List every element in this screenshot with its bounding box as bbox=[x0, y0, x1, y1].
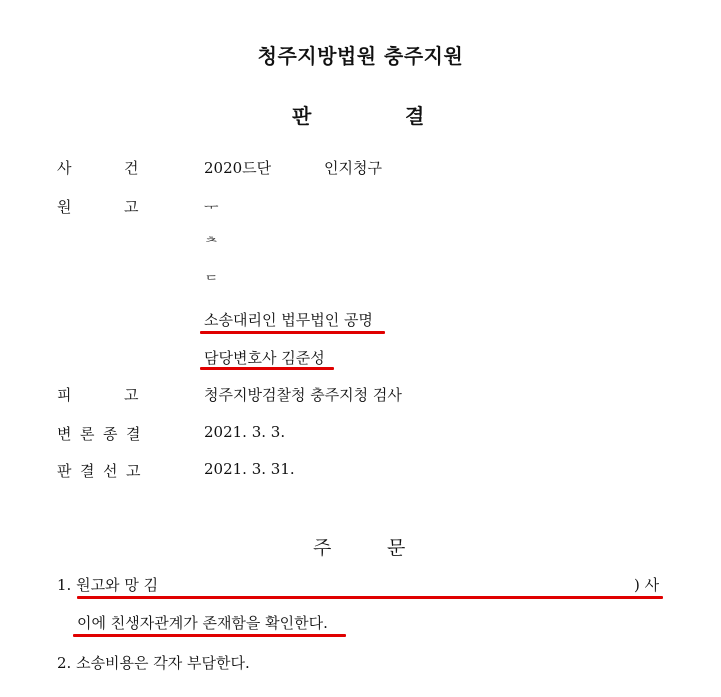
order-heading-left: 주 bbox=[313, 537, 332, 559]
closing-label-3: 종 bbox=[103, 425, 118, 443]
plaintiff-label-a: 원 bbox=[57, 198, 72, 216]
order-heading-right: 문 bbox=[387, 537, 406, 559]
order-item1-underline bbox=[77, 596, 663, 599]
lawyer-underline bbox=[200, 367, 334, 370]
court-name: 청주지방법원 충주지원 bbox=[257, 44, 464, 68]
plaintiff-agent: 소송대리인 법무법인 공명 bbox=[204, 311, 373, 329]
case-number: 2020드단 bbox=[204, 159, 272, 177]
plaintiff-lawyer: 담당변호사 김준성 bbox=[204, 349, 325, 367]
case-label-b: 건 bbox=[124, 159, 139, 177]
judgment-label-1: 판 bbox=[57, 462, 72, 480]
judgment-label-2: 결 bbox=[80, 462, 95, 480]
judgment-label-3: 선 bbox=[103, 462, 118, 480]
defendant-label-b: 고 bbox=[124, 386, 139, 404]
title-char-right: 결 bbox=[405, 104, 425, 128]
closing-label-2: 론 bbox=[80, 425, 95, 443]
plaintiff-name-3: ᄃ bbox=[204, 273, 219, 291]
order-item2: 2. 소송비용은 각자 부담한다. bbox=[57, 654, 250, 672]
title-char-left: 판 bbox=[292, 104, 312, 128]
judgment-label-4: 고 bbox=[126, 462, 141, 480]
plaintiff-name-2: ᄎ bbox=[204, 235, 219, 253]
closing-label-1: 변 bbox=[57, 425, 72, 443]
case-label-a: 사 bbox=[57, 159, 72, 177]
closing-label-4: 결 bbox=[126, 425, 141, 443]
defendant-value: 청주지방검찰청 충주지청 검사 bbox=[204, 386, 402, 404]
order-item1-end: ) 사 bbox=[634, 576, 660, 594]
order-item1-start: 1. 원고와 망 김 bbox=[57, 576, 159, 594]
agent-underline bbox=[200, 331, 385, 334]
order-item1-cont: 이에 친생자관계가 존재함을 확인한다. bbox=[77, 614, 328, 632]
defendant-label-a: 피 bbox=[57, 386, 72, 404]
closing-date: 2021. 3. 3. bbox=[204, 423, 286, 441]
plaintiff-name-1: ᅮ bbox=[204, 198, 219, 216]
case-name: 인지청구 bbox=[324, 159, 382, 177]
order-item1-cont-underline bbox=[73, 634, 346, 637]
plaintiff-label-b: 고 bbox=[124, 198, 139, 216]
judgment-date: 2021. 3. 31. bbox=[204, 460, 295, 478]
